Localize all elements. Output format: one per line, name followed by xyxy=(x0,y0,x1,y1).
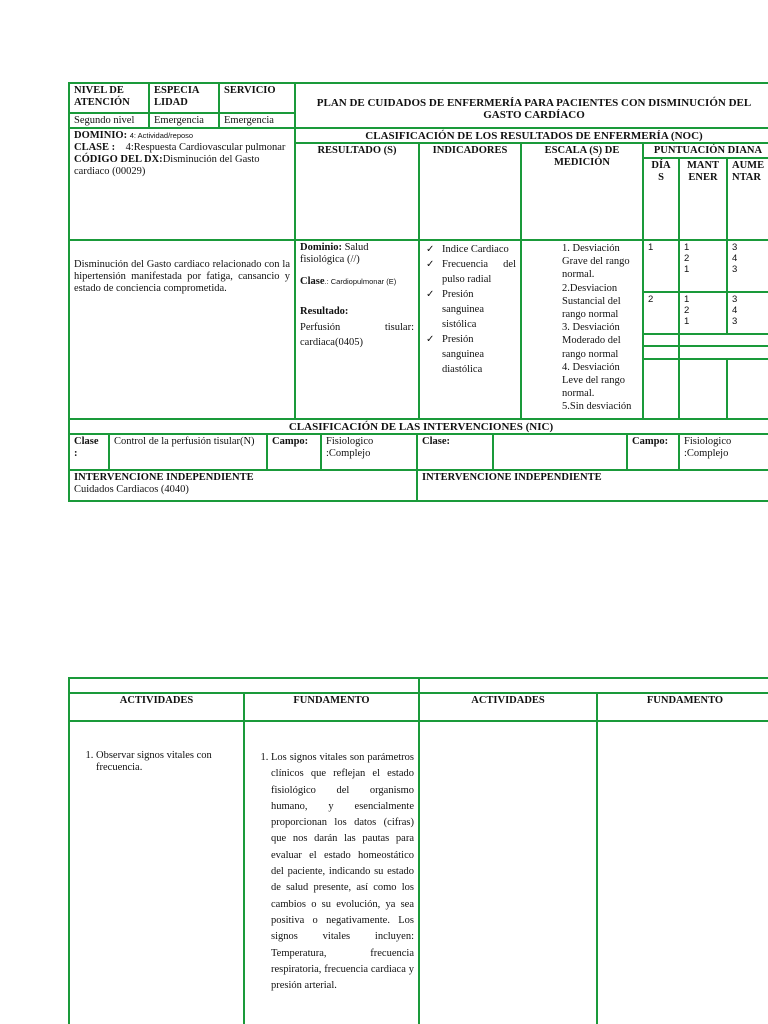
nic-clase-value: Control de la perfusión tisular(N) xyxy=(108,433,268,471)
servicio-header: SERVICIO xyxy=(218,82,296,114)
escala-item: 1. Desviación Grave del rango normal. xyxy=(562,243,630,281)
mantener-value: 1 xyxy=(684,294,690,305)
fundamento-item: 1. Los signos vitales son parámetros clínicos que reflejan el estado fisiológico del organismo humano, y esencialmente proporcionan los datos (cifras) que nos darán las pautas para evaluar el estado homeostático del paciente, indicando su estado de salud presente, así como los cambios o su evolución, ya sea positiva o negativamente. Los signos vitales incluyen: Temperatura, frecuencia respiratoria, frecuencia cardiaca y presión arterial. xyxy=(271,750,414,994)
puntuacion-empty-cell xyxy=(678,358,728,420)
aumentar-value: 3 xyxy=(732,294,738,305)
res-clase-label: Clase xyxy=(300,276,325,287)
aumentar-value: 4 xyxy=(732,305,738,316)
res-dominio-value: Salud fisiológica (//) xyxy=(300,242,369,265)
indicador-item: ✓ Frecuencia del pulso radial xyxy=(442,257,516,287)
nic-campo-value: Fisiologico :Complejo xyxy=(320,433,418,471)
actividades-cell-2 xyxy=(418,720,598,1024)
fundamento-cell-1 xyxy=(243,720,420,1024)
indicador-item: ✓ Indice Cardiaco xyxy=(442,242,516,257)
nic-campo2-value: Fisiologico :Complejo xyxy=(678,433,768,471)
actividades-cell-1 xyxy=(68,720,245,1024)
aumentar-1-cell xyxy=(726,239,768,293)
aumentar-value: 3 xyxy=(732,242,738,253)
mantener-value: 1 xyxy=(684,316,690,327)
aumentar-value: 3 xyxy=(732,316,738,327)
indicadores-cell xyxy=(418,239,522,420)
clase-label: CLASE : xyxy=(74,142,116,153)
res-clase-value: .: Cardiopulmonar (E) xyxy=(324,277,397,286)
mantener-value: 2 xyxy=(684,305,690,316)
nic-clase2-value xyxy=(492,433,628,471)
especialidad-header: ESPECIA LIDAD xyxy=(148,82,220,114)
aumentar-value: 3 xyxy=(732,264,738,275)
fundamento-header-1: FUNDAMENTO xyxy=(243,692,420,722)
indicadores-list xyxy=(424,242,516,377)
aumentar-header: AUME NTAR xyxy=(726,157,768,241)
mantener-1-cell xyxy=(678,239,728,293)
dias-header: DÍA S xyxy=(642,157,680,241)
escala-item: 4. Desviación Leve del rango normal. xyxy=(562,361,625,400)
res-resultado-label: Resultado: xyxy=(300,306,349,317)
intervencion-1-value: Cuidados Cardiacos (4040) xyxy=(74,484,189,495)
escala-item: 2.Desviacion Sustancial del rango normal xyxy=(562,282,621,321)
nivel-header: NIVEL DE ATENCIÓN xyxy=(68,82,150,114)
especialidad-value: Emergencia xyxy=(148,112,220,129)
puntuacion-empty-cell xyxy=(642,358,680,420)
fundamento-header-2: FUNDAMENTO xyxy=(596,692,768,722)
nic-clase2-label: Clase: xyxy=(416,433,494,471)
diagnostico-text: Disminución del Gasto cardiaco relacionado con la hipertensión manifestada por fatiga, cansancio y estado de conciencia comprometida. xyxy=(74,259,290,294)
plan-title: PLAN DE CUIDADOS DE ENFERMERÍA PARA PACIENTES CON DISMINUCIÓN DEL GASTO CARDÍACO xyxy=(294,82,768,129)
noc-header: CLASIFICACIÓN DE LOS RESULTADOS DE ENFERMERÍA (NOC) xyxy=(294,127,768,144)
mantener-value: 1 xyxy=(684,264,690,275)
escala-header: ESCALA (S) DE MEDICIÓN xyxy=(520,142,644,241)
puntuacion-header: PUNTUACIÓN DIANA xyxy=(642,142,768,159)
escala-cell xyxy=(520,239,644,420)
escala-item: 3. Desviación Moderado del rango normal xyxy=(562,322,621,360)
dia-2: 2 xyxy=(642,291,680,335)
indicador-item: ✓ Presión sanguinea diastólica xyxy=(442,332,516,377)
actividades-list xyxy=(74,750,239,774)
intervencion-2-label: INTERVENCIONE INDEPENDIENTE xyxy=(422,472,602,483)
res-dominio-label: Dominio: xyxy=(300,242,342,253)
mantener-header: MANT ENER xyxy=(678,157,728,241)
dominio-value: 4: Actividad/reposo xyxy=(129,131,194,140)
actividades-header-2: ACTIVIDADES xyxy=(418,692,598,722)
diagnosis-info-cell xyxy=(68,127,296,241)
nic-campo2-label: Campo: xyxy=(626,433,680,471)
mantener-2-cell xyxy=(678,291,728,335)
intervencion-2-cell xyxy=(416,469,768,502)
indicador-item: ✓ Presión sanguinea sistólica xyxy=(442,287,516,332)
escala-item: 5.Sin desviación xyxy=(562,401,632,413)
nivel-value: Segundo nivel xyxy=(68,112,150,129)
dia-1: 1 xyxy=(642,239,680,293)
diagnostico-cell xyxy=(68,239,296,420)
actividades-header-1: ACTIVIDADES xyxy=(68,692,245,722)
aumentar-value: 4 xyxy=(732,253,738,264)
intervencion-1-cell xyxy=(68,469,418,502)
codigo-label: CÓDIGO DEL DX: xyxy=(74,154,163,165)
indicadores-header: INDICADORES xyxy=(418,142,522,241)
resultado-header: RESULTADO (S) xyxy=(294,142,420,241)
servicio-value: Emergencia xyxy=(218,112,296,129)
mantener-value: 2 xyxy=(684,253,690,264)
codigo-value: Disminución del Gasto cardiaco (00029) xyxy=(74,154,260,177)
intervencion-1-label: INTERVENCIONE INDEPENDIENTE xyxy=(74,472,254,483)
nic-campo-label: Campo: xyxy=(266,433,322,471)
fundamento-list xyxy=(249,750,414,994)
clase-value: 4:Respuesta Cardiovascular pulmonar xyxy=(125,142,286,153)
nic-header: CLASIFICACIÓN DE LAS INTERVENCIONES (NIC) xyxy=(68,418,768,435)
aumentar-2-cell xyxy=(726,291,768,335)
fundamento-cell-2 xyxy=(596,720,768,1024)
nic-clase-label: Clase : xyxy=(68,433,110,471)
puntuacion-empty-cell xyxy=(726,358,768,420)
res-resultado-value: Perfusión tisular: cardiaca(0405) xyxy=(300,322,414,348)
dominio-label: DOMINIO: xyxy=(74,130,128,141)
mantener-value: 1 xyxy=(684,242,690,253)
actividad-item: 1. Observar signos vitales con frecuencia. xyxy=(96,750,239,774)
resultado-cell xyxy=(294,239,420,420)
